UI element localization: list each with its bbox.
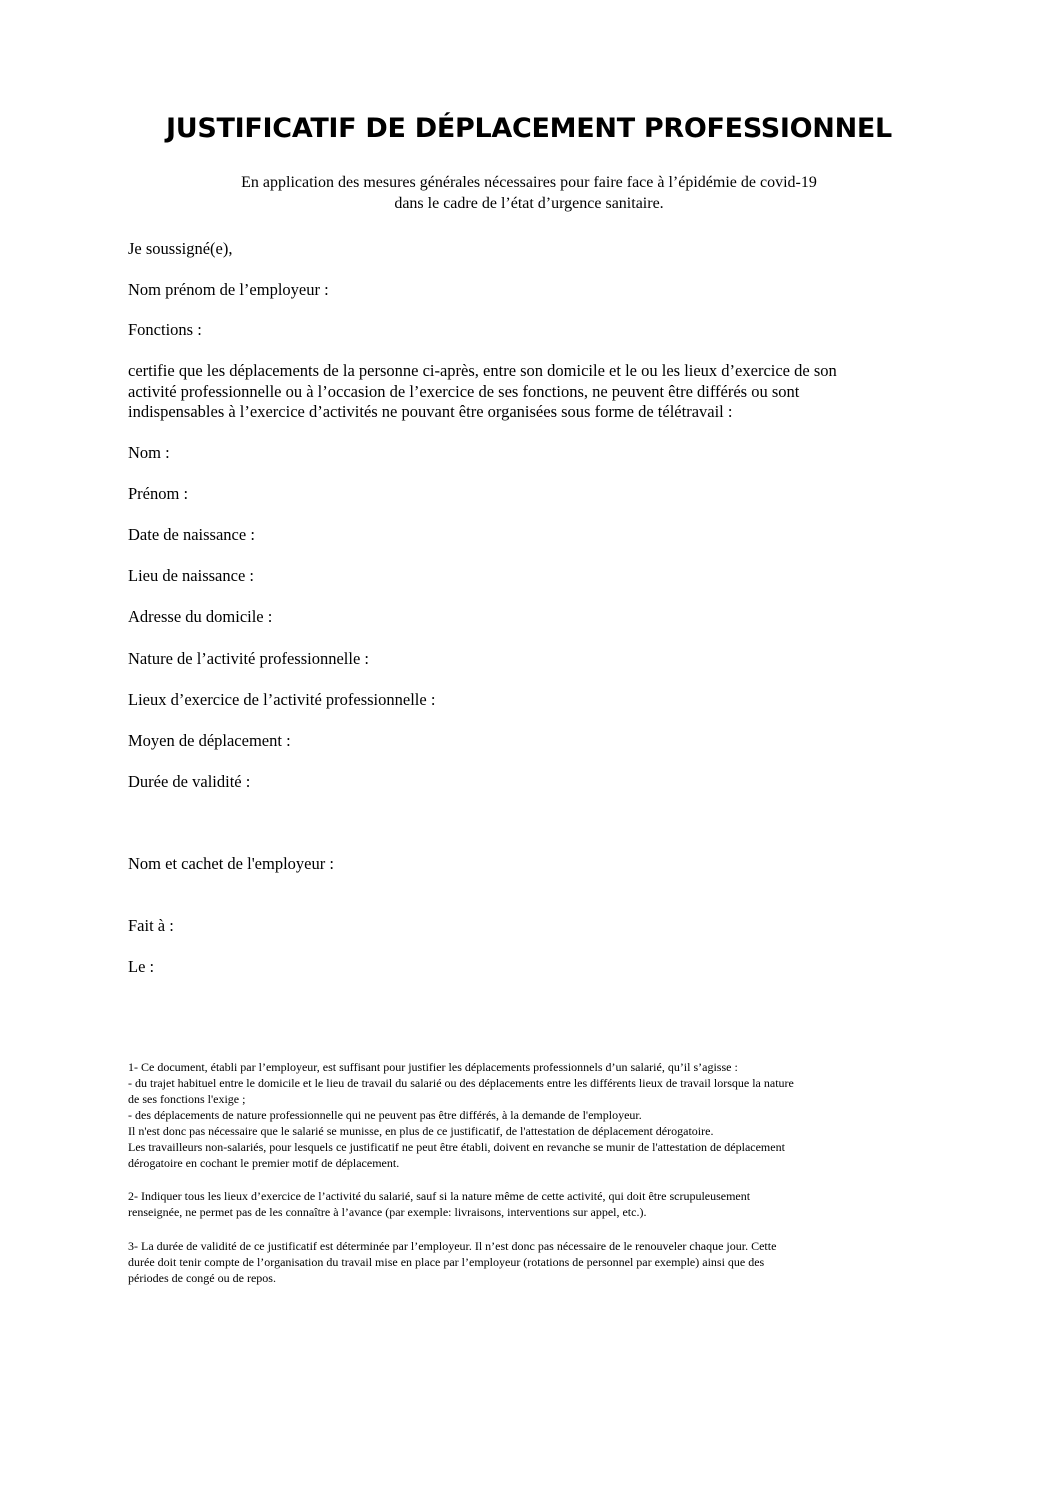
field-birth-date: Date de naissance : <box>128 525 255 544</box>
field-validity-duration: Durée de validité : <box>128 772 251 791</box>
field-home-address: Adresse du domicile : <box>128 607 273 626</box>
footnote-1-line: de ses fonctions l'exige ; <box>128 1092 246 1106</box>
place-label: Fait à : <box>128 916 174 935</box>
footnote-1-line: 1- Ce document, établi par l’employeur, est suffisant pour justifier les déplacements professionnels d’un salarié, qu’il s’agisse : <box>128 1060 738 1074</box>
footnote-3-line: durée doit tenir compte de l’organisation du travail mise en place par l’employeur (rotations de personnel par exemple) ainsi que des <box>128 1255 765 1269</box>
footnote-3 <box>128 1238 933 1286</box>
subtitle-line-1: En application des mesures générales nécessaires pour faire face à l’épidémie de covid-19 <box>241 174 817 191</box>
footnote-1-line: Il n'est donc pas nécessaire que le salarié se munisse, en plus de ce justificatif, de l'attestation de déplacement dérogatoire. <box>128 1124 714 1138</box>
subtitle-line-2: dans le cadre de l’état d’urgence sanitaire. <box>394 195 664 212</box>
footnote-1-line: - du trajet habituel entre le domicile et le lieu de travail du salarié ou des déplacements entre les différents lieux de travail lorsque la nature <box>128 1076 794 1090</box>
employer-stamp-label: Nom et cachet de l'employeur : <box>128 854 334 873</box>
footnote-1-line: dérogatoire en cochant le premier motif de déplacement. <box>128 1156 400 1170</box>
intro-text: Je soussigné(e), <box>128 239 233 258</box>
field-first-name: Prénom : <box>128 484 189 503</box>
field-activity-places: Lieux d’exercice de l’activité professionnelle : <box>128 690 436 709</box>
footnote-2-line: 2- Indiquer tous les lieux d’exercice de l’activité du salarié, sauf si la nature même de cette activité, qui doit être scrupuleusement <box>128 1189 751 1203</box>
field-birth-place: Lieu de naissance : <box>128 566 254 585</box>
date-label: Le : <box>128 957 155 976</box>
footnote-3-line: périodes de congé ou de repos. <box>128 1271 276 1285</box>
footnote-2-line: renseignée, ne permet pas de les connaître à l’avance (par exemple: livraisons, interventions sur appel, etc.). <box>128 1205 647 1219</box>
footnote-2 <box>128 1188 933 1220</box>
document-title: JUSTIFICATIF DE DÉPLACEMENT PROFESSIONNEL <box>166 113 892 144</box>
field-activity-nature: Nature de l’activité professionnelle : <box>128 649 369 668</box>
field-last-name: Nom : <box>128 443 170 462</box>
footnote-1 <box>128 1059 933 1171</box>
footnote-3-line: 3- La durée de validité de ce justificatif est déterminée par l’employeur. Il n’est donc pas nécessaire de le renouveler chaque jour. Cette <box>128 1239 777 1253</box>
footnote-1-line: - des déplacements de nature professionnelle qui ne peuvent pas être différés, à la demande de l'employeur. <box>128 1108 642 1122</box>
functions-label: Fonctions : <box>128 320 202 339</box>
footnote-1-line: Les travailleurs non-salariés, pour lesquels ce justificatif ne peut être établi, doivent en revanche se munir de l'attestation de déplacement <box>128 1140 785 1154</box>
certification-line-1: certifie que les déplacements de la personne ci-après, entre son domicile et le ou les lieux d’exercice de son <box>128 361 837 380</box>
certification-line-2: activité professionnelle ou à l’occasion de l’exercice de ses fonctions, ne peuvent être différés ou sont <box>128 381 800 401</box>
employer-name-label: Nom prénom de l’employeur : <box>128 280 329 299</box>
certification-line-3: indispensables à l’exercice d’activités ne pouvant être organisées sous forme de télétravail : <box>128 402 733 421</box>
certification-paragraph <box>128 361 908 423</box>
field-transport-means: Moyen de déplacement : <box>128 731 291 750</box>
